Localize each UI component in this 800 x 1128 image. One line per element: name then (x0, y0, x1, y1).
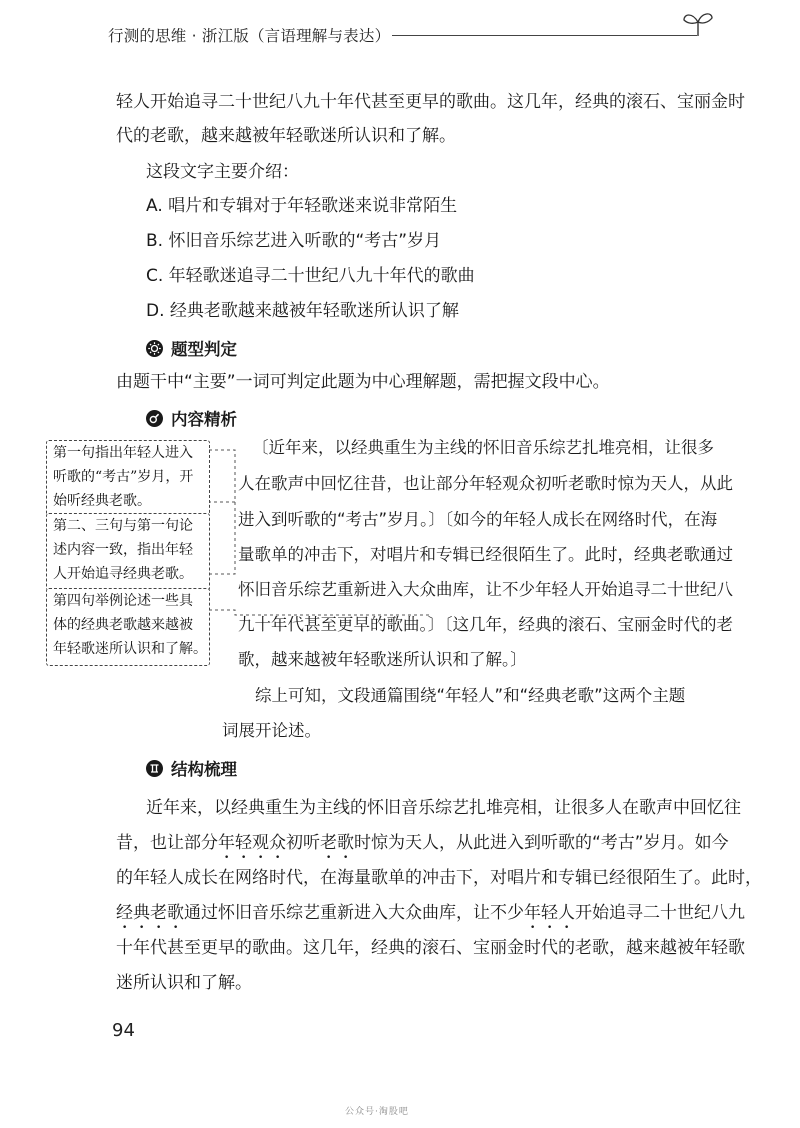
sprout-icon (680, 8, 716, 38)
section-type-judgement-heading (146, 336, 237, 360)
option-c: C. 年轻歌迷追寻二十世纪八九十年代的歌曲 (146, 266, 475, 286)
option-b: B. 怀旧音乐综艺进入听歌的“考古”岁月 (146, 231, 442, 251)
magnifier-icon (146, 410, 163, 427)
section-title: 结构梳理 (171, 760, 237, 779)
structure-line: 迷所认识和了解。 (116, 973, 252, 993)
passage-line: 轻人开始追寻二十世纪八九十年代甚至更早的歌曲。这几年，经典的滚石、宝丽金时 (116, 92, 745, 112)
analysis-line: 量歌单的冲击下，对唱片和专辑已经很陌生了。此时，经典老歌通过 (238, 545, 733, 564)
section-title: 题型判定 (171, 340, 237, 359)
analysis-line: 怀旧音乐综艺重新进入大众曲库，让不少年轻人开始追寻二十世纪八 (238, 580, 733, 599)
passage-line: 代的老歌，越来越被年轻歌迷所认识和了解。 (116, 126, 456, 146)
analysis-line: 歌，越来越被年轻歌迷所认识和了解。〕 (238, 650, 527, 669)
summary-line: 综上可知，文段通篇围绕“年轻人”和“经典老歌”这两个主题 (255, 686, 686, 705)
note-line: 第四句举例论述一些具 (53, 593, 193, 609)
section-content-analysis-heading (146, 406, 237, 430)
section-structure-heading (146, 756, 237, 780)
emphasized-keyword: 年轻观众 (218, 833, 286, 853)
note-line: 年轻歌迷所认识和了解。 (53, 641, 207, 657)
sun-icon (146, 340, 163, 357)
structure-line: 十年代甚至更早的歌曲。这几年，经典的滚石、宝丽金时代的老歌，越来越被年轻歌 (116, 938, 745, 958)
analysis-line: 九十年代甚至更早的歌曲。〕〔这几年，经典的滚石、宝丽金时代的老 (238, 615, 733, 634)
option-d: D. 经典老歌越来越被年轻歌迷所认识了解 (146, 301, 459, 321)
analysis-line: 人在歌声中回忆往昔，也让部分年轻观众初听老歌时惊为天人，从此 (238, 474, 733, 493)
type-judgement-text: 由题干中“主要”一词可判定此题为中心理解题，需把握文段中心。 (116, 372, 610, 392)
structure-line: 近年来，以经典重生为主线的怀旧音乐综艺扎堆亮相，让很多人在歌声中回忆往 (146, 798, 741, 818)
option-a: A. 唱片和专辑对于年轻歌迷来说非常陌生 (146, 196, 458, 216)
analysis-line: 进入到听歌的“考古”岁月。〕〔如今的年轻人成长在网络时代，在海 (238, 510, 718, 529)
emphasized-keyword: 经典老歌 (116, 903, 184, 923)
running-header-title: 行测的思维 · 浙江版（言语理解与表达） (108, 27, 391, 45)
note-line: 第一句指出年轻人进入 (53, 445, 193, 461)
summary-line: 词展开论述。 (222, 721, 321, 740)
structure-line: 经典老歌通过怀旧音乐综艺重新进入大众曲库，让不少年轻人开始追寻二十世纪八九 (116, 903, 745, 923)
annotation-note-3 (46, 588, 210, 666)
note-line: 体的经典老歌越来越被 (53, 617, 193, 633)
annotation-note-1 (46, 440, 210, 516)
note-line: 人开始追寻经典老歌。 (53, 566, 193, 582)
header-rule (392, 35, 697, 36)
structure-line: 昔，也让部分年轻观众初听老歌时惊为天人，从此进入到听歌的“考古”岁月。如今 (116, 833, 729, 853)
question-stem: 这段文字主要介绍： (146, 162, 299, 182)
analysis-line: 〔近年来，以经典重生为主线的怀旧音乐综艺扎堆亮相，让很多 (252, 438, 714, 457)
note-line: 始听经典老歌。 (53, 493, 151, 509)
structure-icon (146, 760, 163, 777)
page-number: 94 (112, 1020, 135, 1041)
footer-smudge-text: 公众号·淘股吧 (345, 1107, 409, 1117)
emphasized-keyword: 老歌 (320, 833, 354, 853)
annotation-note-2 (46, 513, 210, 591)
structure-line: 的年轻人成长在网络时代，在海量歌单的冲击下，对唱片和专辑已经很陌生了。此时， (116, 868, 762, 888)
section-title: 内容精析 (171, 410, 237, 429)
note-line: 第二、三句与第一句论 (53, 518, 193, 534)
emphasized-keyword: 年轻人 (524, 903, 575, 923)
note-line: 述内容一致，指出年轻 (53, 542, 193, 558)
note-line: 听歌的“考古”岁月，开 (53, 469, 194, 485)
